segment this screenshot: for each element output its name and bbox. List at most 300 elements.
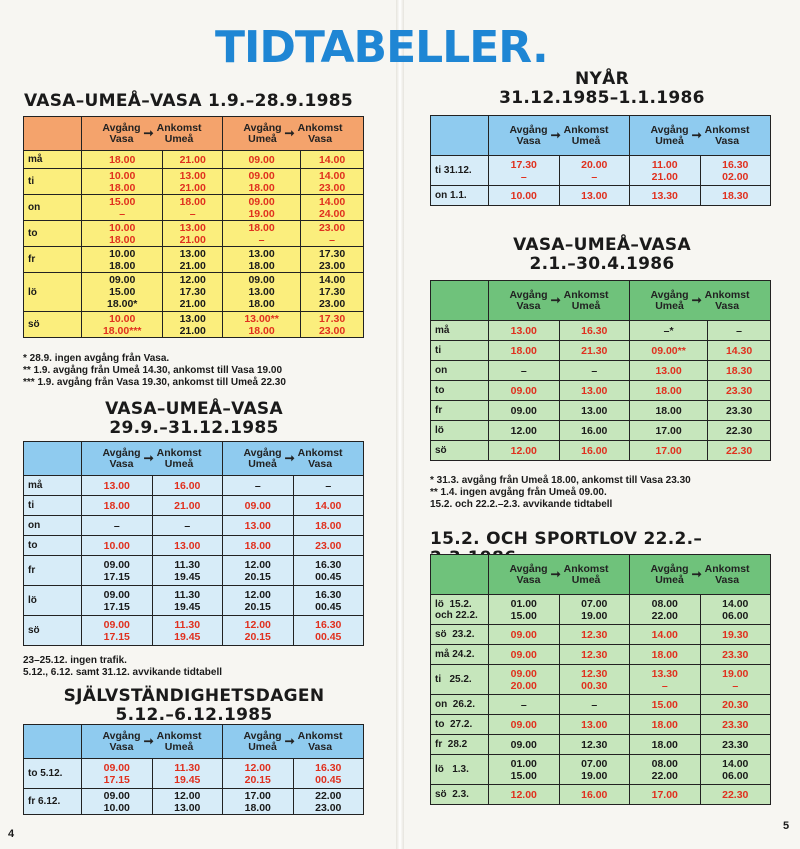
day-label: ti 31.12. [431,156,489,186]
header-word: Ankomst [563,288,609,301]
table-row [431,695,771,715]
column-header [489,281,630,321]
time-value: 20.15 [244,600,271,613]
time-cell [559,321,630,341]
time-cell [82,516,153,536]
day-label: to 5.12. [24,759,82,789]
time-cell [708,361,771,381]
time-value: 18.30 [722,189,749,202]
time-cell [700,625,771,645]
time-value: 18.00 [244,801,271,814]
time-cell [293,476,364,496]
time-cell [293,586,364,616]
header-label-to [157,448,202,470]
time-cell [630,156,701,186]
time-cell [708,321,771,341]
time-value: 12.30 [581,738,608,751]
time-cell [630,735,701,755]
time-cell [293,759,364,789]
time-value: 18.00 [315,519,342,532]
day-label: to 27.2. [431,715,489,735]
time-cell [559,625,630,645]
column-header [82,442,223,476]
time-cell [82,312,163,338]
header-word: Umeå [655,573,684,586]
time-value: 09.00 [510,404,537,417]
time-value: – [325,479,332,492]
time-value: 19.45 [174,570,201,583]
time-value: 09.00 [109,274,136,286]
time-value: 12.30 [581,667,608,680]
header-word: Ankomst [297,446,343,459]
time-cell [630,665,701,695]
time-value: 13.00 [179,247,206,260]
table-row [24,789,364,815]
time-cell [163,169,223,195]
time-cell [630,361,708,381]
column-header [223,725,364,759]
time-value: 22.30 [722,788,749,801]
header-word: Ankomst [563,562,609,575]
time-cell [301,247,364,273]
day-label: ti 25.2. [431,665,489,695]
time-value: 12.00 [510,424,537,437]
page-gutter [396,0,404,849]
table-row [24,221,364,247]
day-label: ti [431,341,489,361]
time-value: 21.00 [179,259,206,272]
header-label-to [564,125,609,147]
time-cell [223,556,294,586]
header-group [633,564,767,586]
time-value: 17.00 [651,788,678,801]
arrow-right-icon: ➞ [143,126,154,140]
time-value: 23.30 [722,718,749,731]
time-value: 09.00 [103,761,130,774]
time-cell [489,785,560,805]
time-value: 13.00 [103,479,130,492]
header-group [85,448,219,470]
header-group [492,564,626,586]
time-value: 18.30 [725,364,753,377]
header-group [226,448,360,470]
time-cell [82,169,163,195]
time-value: –* [663,324,674,337]
time-cell [708,401,771,421]
time-value: 17.30 [318,312,346,325]
day-label: lö [431,421,489,441]
header-label-from [243,448,281,470]
column-header [630,281,771,321]
time-cell [82,759,153,789]
time-value: 12.00 [174,789,201,802]
t5-title-line2: 2.1.–30.4.1986 [529,254,675,274]
time-value: 18.00 [248,259,275,272]
time-value: 13.00 [581,404,608,417]
arrow-right-icon: ➞ [550,128,561,142]
timetable-4 [430,115,771,206]
table-row [431,715,771,735]
time-value: 21.00 [179,153,206,166]
time-cell [700,645,771,665]
column-header [630,116,771,156]
time-cell [152,616,223,646]
day-label: sö 23.2. [431,625,489,645]
header-row [24,442,364,476]
time-value: 20.15 [244,570,271,583]
time-cell [152,496,223,516]
header-label-to [298,448,343,470]
header-blank [24,442,82,476]
time-value: 13.00 [179,221,206,234]
time-value: 17.30 [179,286,206,298]
time-value: 09.00 [248,153,275,166]
header-word: Vasa [308,132,333,145]
time-value: 16.30 [315,761,342,774]
time-value: 17.00 [655,424,682,437]
table-row [24,195,364,221]
time-cell [630,321,708,341]
time-value: 13.00 [581,718,608,731]
time-cell [163,273,223,312]
time-value: – [329,233,335,246]
time-cell [223,586,294,616]
time-cell [82,536,153,556]
time-value: 11.00 [651,158,678,171]
time-value: – [520,698,527,711]
page-number-right: 5 [783,820,790,832]
time-value: – [591,364,598,377]
time-value: 23.00 [318,221,346,234]
day-label: lö [24,586,82,616]
time-cell [163,312,223,338]
time-value: 09.00 [248,169,275,182]
time-value: 09.00 [248,195,275,208]
column-header [222,117,363,151]
column-header [489,116,630,156]
time-cell [293,516,364,536]
header-word: Umeå [571,134,601,147]
day-label: fr 28.2 [431,735,489,755]
time-value: 09.00 [103,618,130,631]
time-cell [708,341,771,361]
time-value: 11.30 [174,588,201,601]
table-row [431,785,771,805]
arrow-right-icon: ➞ [550,567,561,581]
page-number-left: 4 [8,828,15,840]
day-label: on 26.2. [431,695,489,715]
time-cell [489,695,560,715]
time-value: 06.00 [722,609,749,622]
time-value: 13.00 [248,247,275,260]
time-cell [152,586,223,616]
t2-note-2: 5.12., 6.12. samt 31.12. avvikande tidtabell [23,667,222,678]
time-value: 19.45 [174,630,201,643]
time-cell [223,759,294,789]
day-label: on [431,361,489,381]
time-value: 18.00 [109,233,136,246]
time-value: 08.00 [651,757,678,770]
time-value: 09.00 [510,718,537,731]
timetable-2 [23,441,364,646]
header-word: Umeå [571,573,601,586]
time-value: 10.00 [109,247,136,260]
header-word: Ankomst [156,121,202,134]
time-value: 16.00 [581,788,608,801]
time-cell [559,361,630,381]
time-cell [163,195,223,221]
day-label: fr [24,247,82,273]
time-value: 09.00 [103,588,130,601]
time-value: 19.30 [722,628,749,641]
time-cell [489,156,560,186]
table-row [24,516,364,536]
header-blank [431,281,489,321]
header-label-from [650,125,688,147]
header-word: Vasa [308,457,333,470]
header-label-from [650,290,688,312]
arrow-right-icon: ➞ [284,451,295,465]
time-value: 13.00 [244,519,271,532]
header-word: Vasa [715,573,740,586]
time-cell [301,273,364,312]
time-cell [489,645,560,665]
time-value: 14.00 [651,628,678,641]
time-cell [559,715,630,735]
day-label: sö 2.3. [431,785,489,805]
table-row [431,595,771,625]
time-value: 01.00 [510,757,537,770]
t1-note-2: ** 1.9. avgång från Umeå 14.30, ankomst till Vasa 19.00 [23,365,283,376]
time-cell [630,645,701,665]
t2-title-line1: VASA–UMEÅ–VASA [105,399,283,419]
day-label: on 1.1. [431,186,489,206]
timetable-6 [430,554,771,805]
time-cell [700,735,771,755]
table-row [431,361,771,381]
header-word: Avgång [509,288,548,301]
table-row [24,312,364,338]
t5-title [432,236,772,274]
time-value: 09.00** [651,344,686,357]
time-value: 09.00 [103,789,130,802]
time-cell [559,755,630,785]
time-value: 16.30 [581,324,608,337]
header-word: Ankomst [156,446,202,459]
t2-notes [23,655,383,679]
time-value: 12.00 [510,788,537,801]
t6-title: 15.2. OCH SPORTLOV 22.2.– [430,529,703,549]
header-word: Avgång [509,123,548,136]
time-cell [82,151,163,169]
time-value: 19.00 [248,207,275,220]
day-label: må 24.2. [431,645,489,665]
time-cell [223,616,294,646]
time-value: 18.00 [248,298,275,310]
time-cell [489,441,560,461]
main-title: TIDTABELLER. [215,22,548,73]
time-value: 23.00 [318,324,346,337]
time-cell [301,151,364,169]
day-label: sö [24,312,82,338]
table-row [24,616,364,646]
time-cell [223,536,294,556]
time-cell [293,616,364,646]
column-header [630,555,771,595]
time-value: 10.00 [103,801,130,814]
table-row [431,625,771,645]
time-value: 15.00 [510,609,537,622]
time-cell [630,695,701,715]
time-cell [489,361,560,381]
day-label: to [24,221,82,247]
header-word: Vasa [715,134,740,147]
time-value: 19.00 [581,769,608,782]
time-cell [222,151,300,169]
time-value: – [591,698,598,711]
time-value: 17.15 [103,600,130,613]
time-cell [700,595,771,625]
t1-title: VASA–UMEÅ–VASA 1.9.–28.9.1985 [24,91,354,111]
time-value: 19.00 [581,609,608,622]
time-cell [700,695,771,715]
header-group [226,123,360,145]
time-cell [559,441,630,461]
time-value: 09.00 [244,499,271,512]
time-value: 14.00 [318,195,346,208]
time-value: 23.00 [315,539,342,552]
time-value: 21.00 [174,499,201,512]
time-value: 10.00 [109,221,136,234]
header-word: Vasa [109,457,134,470]
day-label: lö 1.3. [431,755,489,785]
time-value: 13.00 [174,801,201,814]
header-group [492,290,626,312]
table-row [24,476,364,496]
table-row [24,759,364,789]
header-word: Ankomst [704,562,750,575]
time-value: 14.00 [318,169,346,182]
time-value: 22.30 [725,424,753,437]
time-cell [630,595,701,625]
time-cell [163,247,223,273]
time-cell [152,516,223,536]
arrow-right-icon: ➞ [550,293,561,307]
time-cell [222,169,300,195]
header-word: Avgång [509,562,548,575]
time-cell [301,195,364,221]
header-word: Avgång [243,446,282,459]
time-cell [700,186,771,206]
time-cell [559,421,630,441]
time-value: 18.00* [107,298,138,310]
header-label-from [102,448,140,470]
table-row [24,586,364,616]
time-value: 15.00 [510,769,537,782]
time-cell [559,341,630,361]
time-cell [82,221,163,247]
time-value: 20.15 [244,773,271,786]
time-value: 18.00 [510,344,537,357]
time-value: 18.00 [179,195,206,208]
header-word: Umeå [164,132,194,145]
header-word: Umeå [248,132,277,145]
time-cell [559,735,630,755]
header-word: Ankomst [704,288,750,301]
time-cell [223,476,294,496]
header-word: Avgång [102,446,141,459]
time-value: 16.30 [315,558,342,571]
header-label-from [509,290,547,312]
time-cell [630,381,708,401]
t4-title-line1: NYÅR [575,69,629,89]
time-value: – [736,324,743,337]
time-value: 09.00 [103,558,130,571]
time-cell [630,785,701,805]
time-value: 13.30 [651,189,678,202]
header-word: Vasa [109,132,134,145]
time-value: 18.00 [109,153,136,166]
time-cell [293,536,364,556]
header-label-from [102,731,140,753]
t4-title-line2: 31.12.1985–1.1.1986 [499,88,705,108]
header-group [226,731,360,753]
table-row [431,381,771,401]
table-row [431,321,771,341]
time-value: 09.00 [510,738,537,751]
time-value: 00.45 [315,630,342,643]
header-label-from [509,125,547,147]
day-label: må [24,476,82,496]
time-value: 06.00 [722,769,749,782]
time-value: 09.00 [248,274,275,286]
time-cell [559,665,630,695]
header-row [431,555,771,595]
time-value: 23.30 [725,404,753,417]
header-label-from [243,123,281,145]
time-cell [559,381,630,401]
time-cell [293,496,364,516]
time-cell [82,273,163,312]
time-value: 22.00 [315,789,342,802]
time-value: 23.00 [318,259,346,272]
time-value: – [254,479,261,492]
header-label-to [564,290,609,312]
time-value: 12.00 [244,558,271,571]
time-value: – [113,519,120,532]
arrow-right-icon: ➞ [691,128,702,142]
time-value: 23.00 [318,181,346,194]
header-word: Ankomst [704,123,750,136]
header-blank [24,117,82,151]
time-cell [223,516,294,536]
time-value: 13.00** [244,312,279,325]
time-value: 18.00 [248,324,275,337]
column-header [82,725,223,759]
table-row [431,156,771,186]
time-value: 12.30 [581,648,608,661]
table-row [24,247,364,273]
header-label-to [298,731,343,753]
header-label-to [705,290,750,312]
time-value: 09.00 [510,667,537,680]
time-cell [630,755,701,785]
time-cell [700,715,771,735]
time-value: 13.00 [179,312,206,325]
time-cell [82,586,153,616]
time-cell [630,401,708,421]
header-word: Vasa [516,573,541,586]
